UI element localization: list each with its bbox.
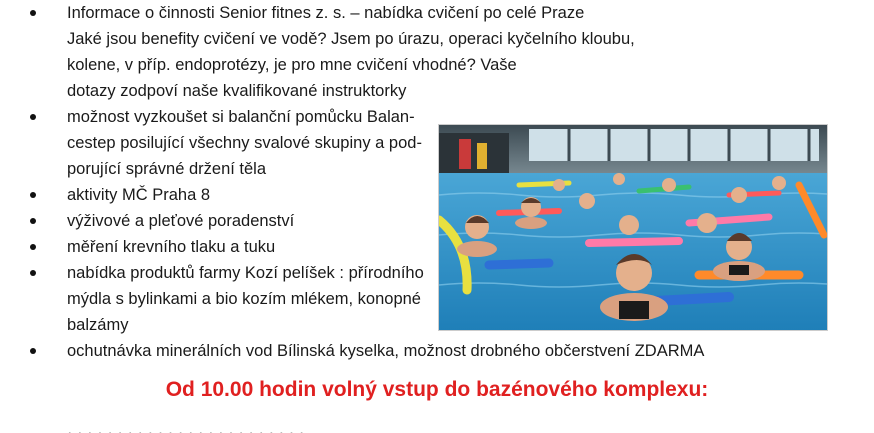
- list-item-line: dotazy zodpoví naše kvalifikované instruktorky: [67, 82, 407, 100]
- list-item-balancestep: [67, 104, 422, 182]
- bullet: [30, 270, 36, 276]
- list-item-senior-fitnes: [67, 0, 635, 104]
- list-item-line: cestep posilující všechny svalové skupiny a pod-: [67, 134, 422, 152]
- list-item-ochutnavka: [67, 338, 704, 364]
- pool-photo-drawing: [439, 125, 827, 330]
- headline-free-entry: Od 10.00 hodin volný vstup do bazénového komplexu:: [165, 378, 709, 401]
- list-item-mereni: [67, 234, 275, 260]
- bullet: [30, 218, 36, 224]
- list-item-line: výživové a pleťové poradenství: [67, 212, 295, 230]
- list-item-line: Jaké jsou benefity cvičení ve vodě? Jsem po úrazu, operaci kyčelního kloubu,: [67, 30, 635, 48]
- list-item-praha8: [67, 182, 210, 208]
- list-item-line: mýdla s bylinkami a bio kozím mlékem, konopné: [67, 290, 421, 308]
- bullet: [30, 10, 36, 16]
- bullet: [30, 114, 36, 120]
- bullet: [30, 244, 36, 250]
- list-item-line: porující správné držení těla: [67, 160, 267, 178]
- list-item-poradenstvi: [67, 208, 294, 234]
- list-item-line: balzámy: [67, 316, 129, 334]
- list-item-line: ochutnávka minerálních vod Bílinská kyselka, možnost drobného občerstvení ZDARMA: [67, 342, 705, 360]
- list-item-line: možnost vyzkoušet si balanční pomůcku Balan-: [67, 108, 415, 126]
- list-item-line: Informace o činnosti Senior fitnes z. s. – nabídka cvičení po celé Praze: [67, 4, 585, 22]
- list-item-line: měření krevního tlaku a tuku: [67, 238, 276, 256]
- list-item-line: kolene, v příp. endoprotézy, je pro mne cvičení vhodné? Vaše: [67, 56, 517, 74]
- bullet: [30, 192, 36, 198]
- list-item-line: nabídka produktů farmy Kozí pelíšek : přírodního: [67, 264, 424, 282]
- pool-photo: [438, 124, 828, 331]
- bullet: [30, 348, 36, 354]
- cutoff-next-line: · · · · · · · · · · · · · · · · · · · · · · · ·: [67, 424, 305, 433]
- list-item-kozi-pelisek: [67, 260, 424, 338]
- list-item-line: aktivity MČ Praha 8: [67, 186, 211, 204]
